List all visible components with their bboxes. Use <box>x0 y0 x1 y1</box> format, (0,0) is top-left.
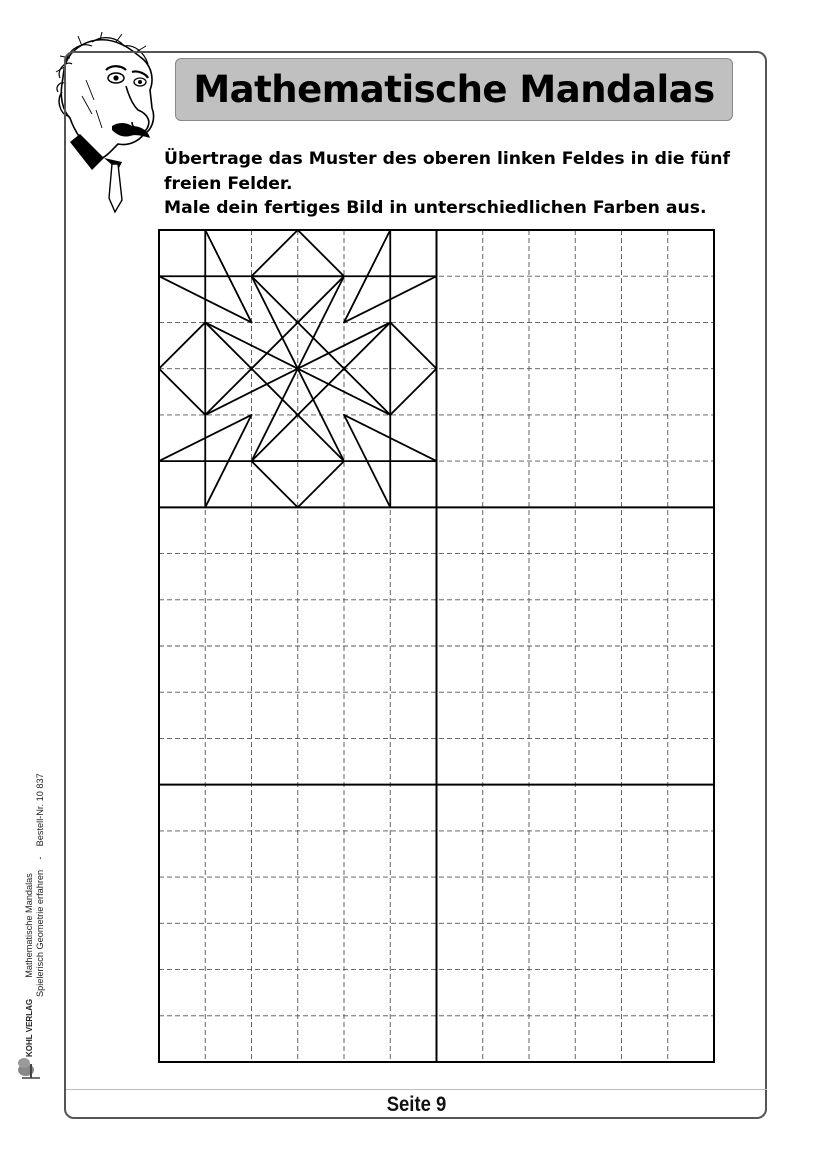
order-number: Bestell-Nr. 10 837 <box>35 773 45 847</box>
instruction-line-1: Übertrage das Muster des oberen linken Feldes in die fünf <box>164 149 730 169</box>
product-title: Mathematische Mandalas <box>24 873 34 978</box>
page-title: Mathematische Mandalas <box>193 68 715 111</box>
publisher-name: KOHL VERLAG <box>25 998 34 1057</box>
sidebar-separator: - <box>35 856 45 860</box>
publisher-sidebar <box>24 773 46 1085</box>
instruction-line-2: freien Felder. <box>164 173 293 194</box>
instruction-line-3: Male dein fertiges Bild in unterschiedlichen Farben aus. <box>164 198 707 218</box>
footer-divider <box>66 1089 767 1090</box>
page-number: Seite 9 <box>386 1093 447 1116</box>
product-subtitle: Spielerisch Geometrie erfahren <box>35 869 45 997</box>
